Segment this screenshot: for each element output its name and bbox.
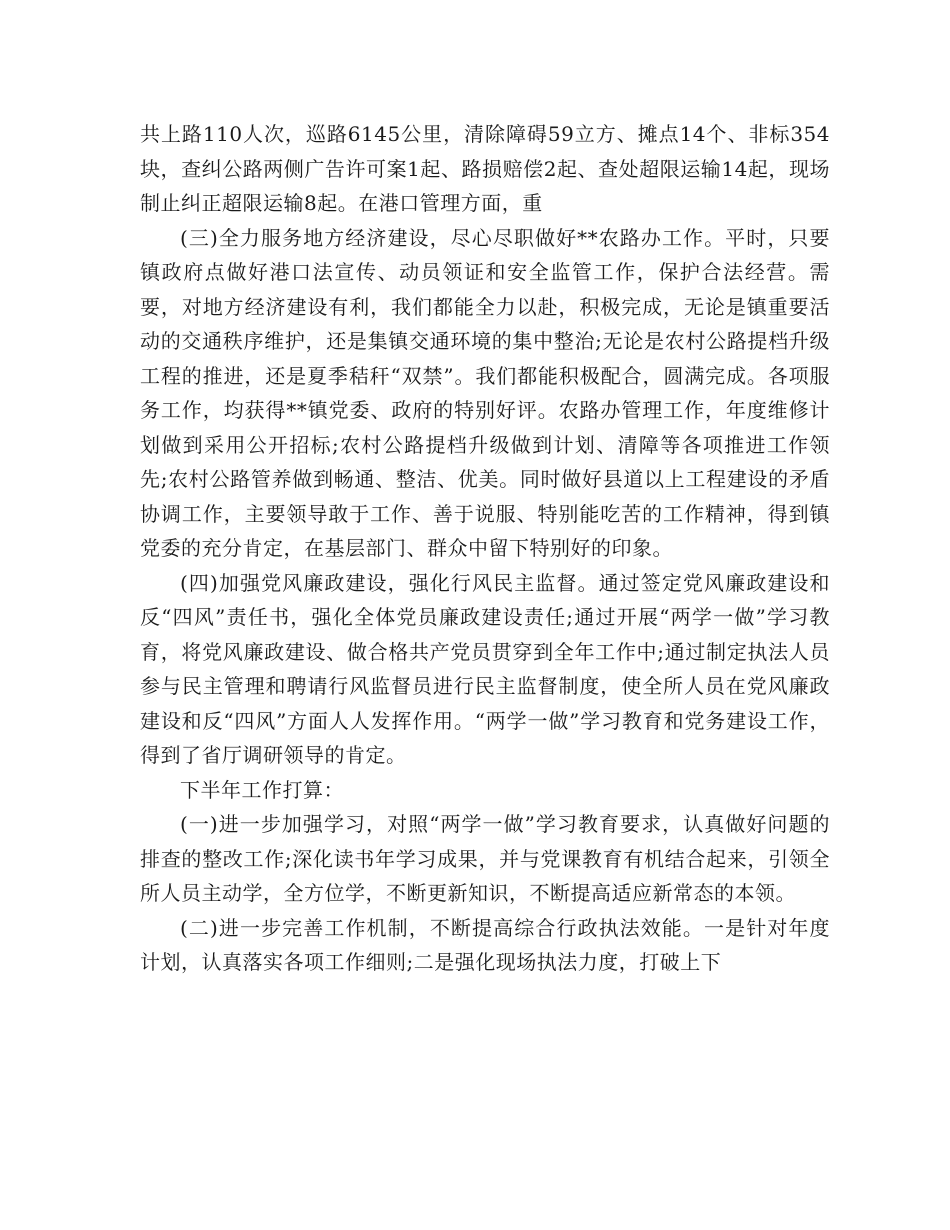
paragraph-section-4: (四)加强党风廉政建设，强化行风民主监督。通过签定党风廉政建设和反“四风”责任书，强化全体党员廉政建设责任;通过开展“两学一做”学习教育，将党风廉政建设、做合格共产党员贯穿到全年工作中;通过制定执法人员参与民主管理和聘请行风监督员进行民主监督制度，使全所人员在党风廉政建设和反“四风”方面人人发挥作用。“两学一做”学习教育和党务建设工作，得到了省厅调研领导的肯定。 <box>140 570 830 767</box>
paragraph-continuation: 共上路110人次，巡路6145公里，清除障碍59立方、摊点14个、非标354块，查纠公路两侧广告许可案1起、路损赔偿2起、查处超限运输14起，现场制止纠正超限运输8起。在港口管理方面，重 <box>140 122 830 215</box>
paragraph-plan-1: (一)进一步加强学习，对照“两学一做”学习教育要求，认真做好问题的排查的整改工作;深化读书年学习成果，并与党课教育有机结合起来，引领全所人员主动学，全方位学，不断更新知识，不断提高适应新常态的本领。 <box>140 812 830 905</box>
paragraph-section-3: (三)全力服务地方经济建设，尽心尽职做好**农路办工作。平时，只要镇政府点做好港口法宣传、动员领证和安全监管工作，保护合法经营。需要，对地方经济建设有利，我们都能全力以赴，积极完成，无论是镇重要活动的交通秩序维护，还是集镇交通环境的集中整治;无论是农村公路提档升级工程的推进，还是夏季秸秆“双禁”。我们都能积极配合，圆满完成。各项服务工作，均获得**镇党委、政府的特别好评。农路办管理工作，年度维修计划做到采用公开招标;农村公路提档升级做到计划、清障等各项推进工作领先;农村公路管养做到畅通、整洁、优美。同时做好县道以上工程建设的矛盾协调工作，主要领导敢于工作、善于说服、特别能吃苦的工作精神，得到镇党委的充分肯定，在基层部门、群众中留下特别好的印象。 <box>140 225 830 560</box>
paragraph-plan-2: (二)进一步完善工作机制，不断提高综合行政执法效能。一是针对年度计划，认真落实各项工作细则;二是强化现场执法力度，打破上下 <box>140 915 830 974</box>
document-body <box>140 117 830 980</box>
heading-second-half-plan: 下半年工作打算： <box>180 777 344 802</box>
